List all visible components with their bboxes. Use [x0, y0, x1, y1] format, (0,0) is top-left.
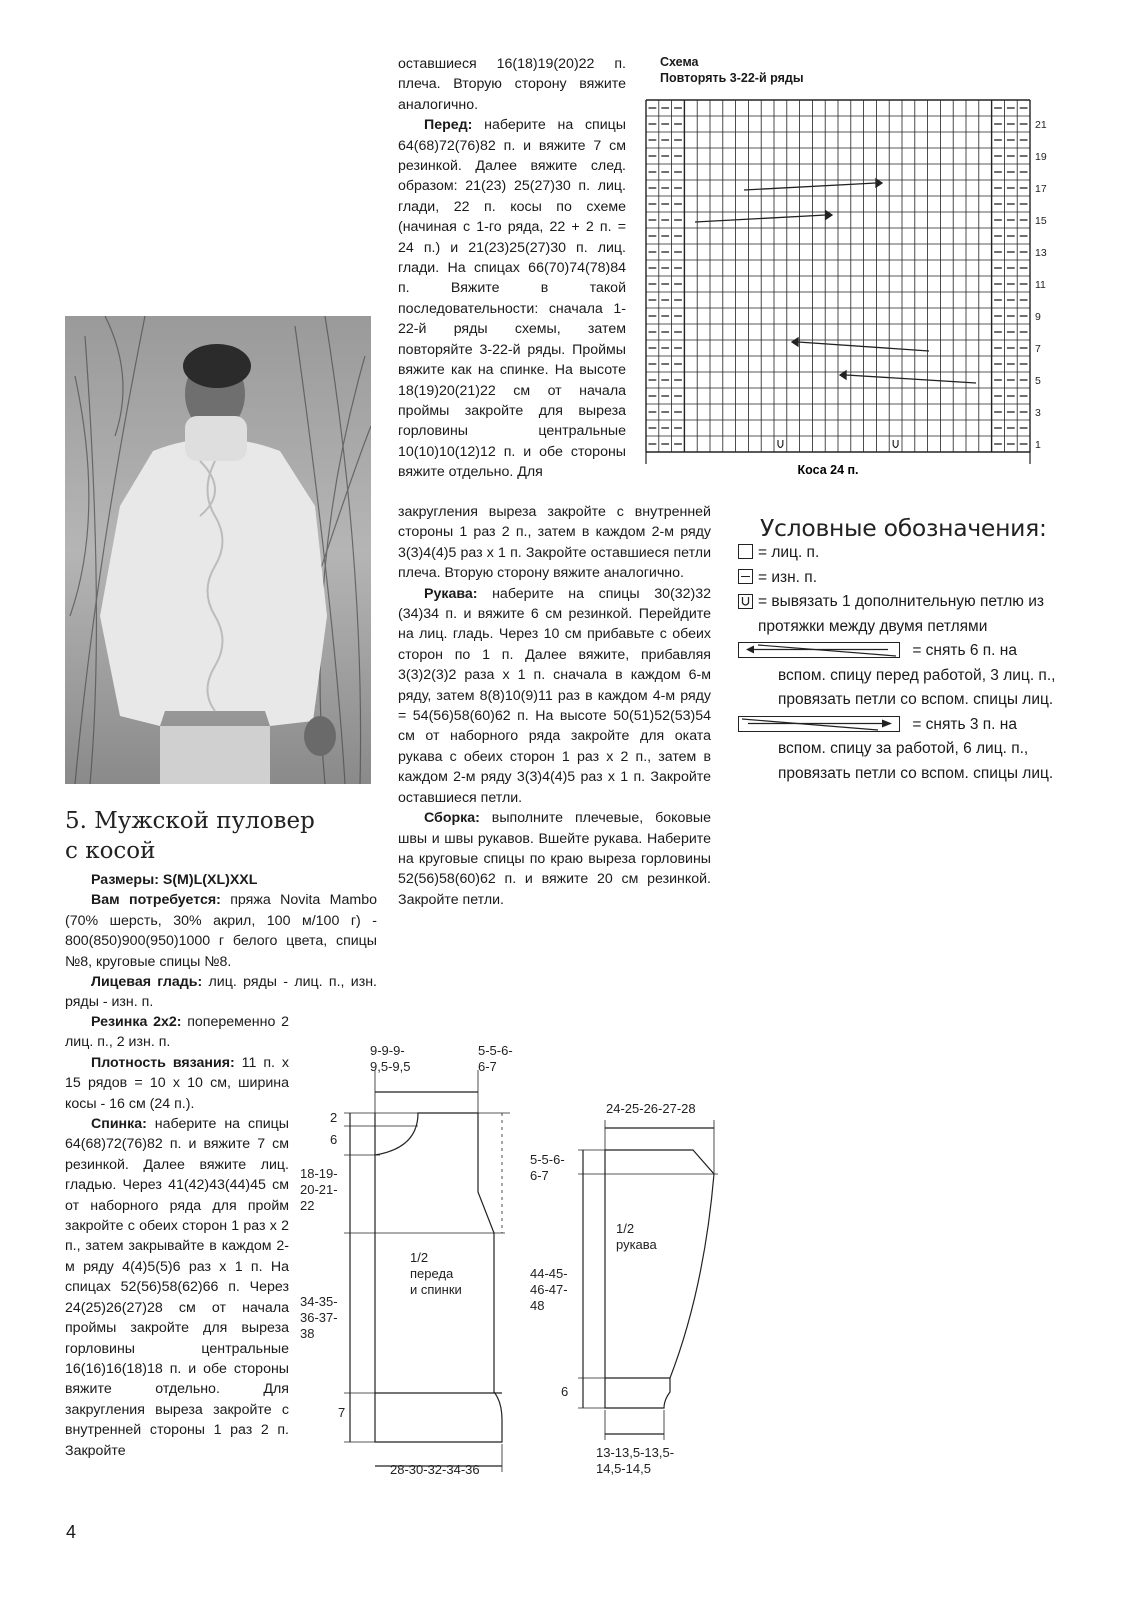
sleeve-length-2: 46-47-	[530, 1282, 568, 1297]
chart-row-numbers	[1035, 119, 1047, 451]
legend-purl-text: = изн. п.	[758, 568, 817, 586]
sleeve-label-2: рукава	[616, 1237, 657, 1252]
row-number: 1	[1035, 439, 1041, 451]
row-number: 21	[1035, 119, 1047, 131]
body-label-3: и спинки	[410, 1282, 462, 1297]
body-pattern-diagram	[290, 1040, 560, 1490]
sleeve-bottom-2: 14,5-14,5	[596, 1461, 651, 1476]
front-text-wide: закругления выреза закройте с внутренней стороны 1 раз 2 п., затем в каждом 2-м ряду 3(3)4(4)5 раз х 1 п. Закройте оставшиеся петли плеча. Вторую сторону вяжите аналогично.	[398, 504, 711, 582]
purl-symbol-icon	[738, 569, 753, 584]
page-number: 4	[66, 1522, 77, 1542]
body-side-1: 34-35-	[300, 1294, 338, 1309]
legend	[738, 541, 1068, 786]
body-rib: 7	[338, 1405, 346, 1420]
legend-knit-text: = лиц. п.	[758, 544, 820, 561]
chart-grid	[646, 100, 1030, 464]
body-side-3: 38	[300, 1326, 315, 1341]
row-number: 15	[1035, 215, 1047, 227]
article-title	[65, 806, 385, 866]
legend-cable-back	[738, 713, 1068, 738]
legend-title: Условные обозначения:	[760, 514, 1047, 542]
row-number: 9	[1035, 311, 1041, 323]
make-one-mark	[778, 440, 783, 448]
sleeve-rib: 6	[561, 1384, 569, 1399]
left-column-narrow-text	[65, 1012, 289, 1461]
assembly-text: выполните плечевые, боковые швы и швы рукавов. Вшейте рукава. Наберите на круговые спицы по краю выреза горловины 52(56)58(60)62 п. и вяжите 20 см резинкой. Закройте петли.	[398, 810, 711, 908]
legend-make-one	[738, 590, 1068, 639]
scheme-title-line: Схема	[660, 55, 699, 69]
rib-label: Резинка 2x2:	[91, 1014, 182, 1030]
body-top-left-2: 9,5-9,5	[370, 1059, 411, 1074]
materials-text: пряжа Novita Mambo (70% шерсть, 30% акрил, 100 м/100 г) - 800(850)900(950)1000 г белого цвета, спицы №8, круговые спицы №8.	[65, 892, 377, 970]
legend-make-one-text: = вывязать 1 дополнительную петлю из протяжки между двумя петлями	[758, 593, 1044, 635]
row-number: 7	[1035, 343, 1041, 355]
chart-caption: Коса 24 п.	[797, 463, 859, 477]
body-label-1: 1/2	[410, 1250, 429, 1265]
knit-symbol-icon	[738, 544, 753, 559]
sleeve-bottom-1: 13-13,5-13,5-	[596, 1445, 675, 1460]
body-armhole-3: 22	[300, 1198, 315, 1213]
sleeve-label-1: 1/2	[616, 1221, 635, 1236]
sleeve-length-1: 44-45-	[530, 1266, 568, 1281]
scheme-title	[660, 54, 804, 86]
gauge-label: Плотность вязания:	[91, 1054, 235, 1071]
article-title-line-1: 5. Мужской пуловер	[65, 808, 315, 834]
left-column-text	[65, 870, 377, 1013]
back-text: наберите на спицы 64(68)72(76)82 п. и вяжите 7 см резинкой. Далее вяжите лиц. гладью. Через 41(42)43(44)45 см от наборного ряда для пройм закройте с обеих сторон 1 раз х 2 п., затем закрывайте в каждом 2-м ряду 4(4)5(5)6 раз х 1 п. На спицах 52(56)58(62)66 п. Через 24(25)26(27)28 см от начала проймы закройте для выреза горловины центральные 16(16)16(18)18 п. и обе стороны вяжите отдельно. Для закругления выреза закройте с внутренней стороны 1 раз 2 п. Закройте	[65, 1116, 289, 1459]
legend-purl	[738, 566, 1068, 591]
rib-text: попеременно 2 лиц. п., 2 изн. п.	[65, 1014, 290, 1051]
legend-cable-back-text-1: = снять 3 п. на	[912, 715, 1017, 733]
row-number: 5	[1035, 375, 1041, 387]
middle-column-text	[398, 54, 626, 483]
cable-front-symbol-icon	[738, 642, 900, 658]
body-top-right-2: 6-7	[478, 1059, 497, 1074]
middle-cont-text: оставшиеся 16(18)19(20)22 п. плеча. Вторую сторону вяжите аналогично.	[398, 56, 626, 113]
row-number: 17	[1035, 183, 1047, 195]
legend-cable-front-text-2: вспом. спицу перед работой, 3 лиц. п., провязать петли со вспом. спицы лиц.	[778, 666, 1056, 708]
stockinette-text: лиц. ряды - лиц. п., изн. ряды - изн. п.	[65, 974, 377, 1011]
materials-label: Вам потребуется:	[91, 892, 221, 909]
legend-cable-back-text-2: вспом. спицу за работой, 6 лиц. п., провязать петли со вспом. спицы лиц.	[778, 740, 1054, 782]
front-label: Перед:	[424, 117, 473, 134]
gauge-text: 11 п. х 15 рядов = 10 х 10 см, ширина косы - 16 см (24 п.).	[65, 1054, 289, 1112]
make-one-symbol-icon	[738, 594, 753, 609]
back-label: Спинка:	[91, 1116, 147, 1133]
body-bottom: 28-30-32-34-36	[390, 1462, 480, 1477]
make-one-mark	[893, 440, 898, 448]
sizes-label: Размеры: S(M)L(XL)XXL	[91, 872, 258, 888]
sleeve-length-3: 48	[530, 1298, 545, 1313]
row-number: 3	[1035, 407, 1041, 419]
row-number: 13	[1035, 247, 1047, 259]
body-side-2: 36-37-	[300, 1310, 338, 1325]
body-m6: 6	[330, 1132, 338, 1147]
front-text: наберите на спицы 64(68)72(76)82 п. и вяжите 7 см резинкой. Далее вяжите след. образом: 21(23) 25(27)30 п. лиц. глади, 22 п. косы по схеме (начиная с 1-го ряда, 22 + 2 п. = 24 п.) и 21(23)25(27)30 п. лиц. глади. На спицах 66(70)74(78)84 п. Вяжите в такой последовательности: сначала 1-22-й ряды схемы, затем повторяйте 3-22-й ряды. Проймы вяжите как на спинке. На высоте 18(19)20(21)22 см от начала проймы закройте для выреза горловины центральные 10(10)10(12)12 п. и обе стороны вяжите отдельно. Для	[398, 117, 626, 481]
body-top-right-1: 5-5-6-	[478, 1043, 513, 1058]
cable-back-symbol-icon	[738, 716, 900, 732]
row-number: 19	[1035, 151, 1047, 163]
sleeve-cap-1: 5-5-6-	[530, 1152, 565, 1167]
body-label-2: переда	[410, 1266, 454, 1281]
body-m2: 2	[330, 1110, 338, 1125]
legend-cable-front	[738, 639, 1068, 664]
sleeve-top: 24-25-26-27-28	[606, 1101, 696, 1116]
scheme-subtitle-line: Повторять 3-22-й ряды	[660, 71, 804, 85]
knitting-chart	[640, 94, 1060, 484]
sleeve-pattern-diagram	[528, 1100, 738, 1485]
body-top-left-1: 9-9-9-	[370, 1043, 405, 1058]
stockinette-label: Лицевая гладь:	[91, 974, 203, 991]
legend-knit	[738, 541, 1068, 566]
middle-column-wide-text	[398, 502, 711, 910]
sleeves-text: наберите на спицы 30(32)32 (34)34 п. и вяжите 6 см резинкой. Перейдите на лиц. гладь. Через 10 см прибавьте с обеих сторон по 1 п. Далее вяжите, прибавляя 3(3)2(3)2 раза х 1 п. сначала в каждом 6-м ряду, затем 8(8)10(9)11 раз в каждом 4-м ряду = 54(56)58(60)62 п. На высоте 50(51)52(53)54 см от наборного ряда закройте для оката рукава с обеих сторон 1 раз х 2 п., затем в каждом 2-м ряду 3(3)4(4)5 раз х 1 п. Закройте оставшиеся петли.	[398, 585, 711, 806]
sleeves-label: Рукава:	[424, 585, 478, 602]
sweater-photo	[65, 316, 371, 784]
body-armhole-2: 20-21-	[300, 1182, 338, 1197]
row-number: 11	[1035, 279, 1046, 291]
assembly-label: Сборка:	[424, 810, 480, 827]
sleeve-cap-2: 6-7	[530, 1168, 549, 1183]
chart-cable-arrows	[695, 179, 976, 383]
legend-cable-front-text-1: = снять 6 п. на	[912, 642, 1017, 659]
article-title-line-2: с косой	[65, 838, 156, 864]
body-armhole-1: 18-19-	[300, 1166, 338, 1181]
